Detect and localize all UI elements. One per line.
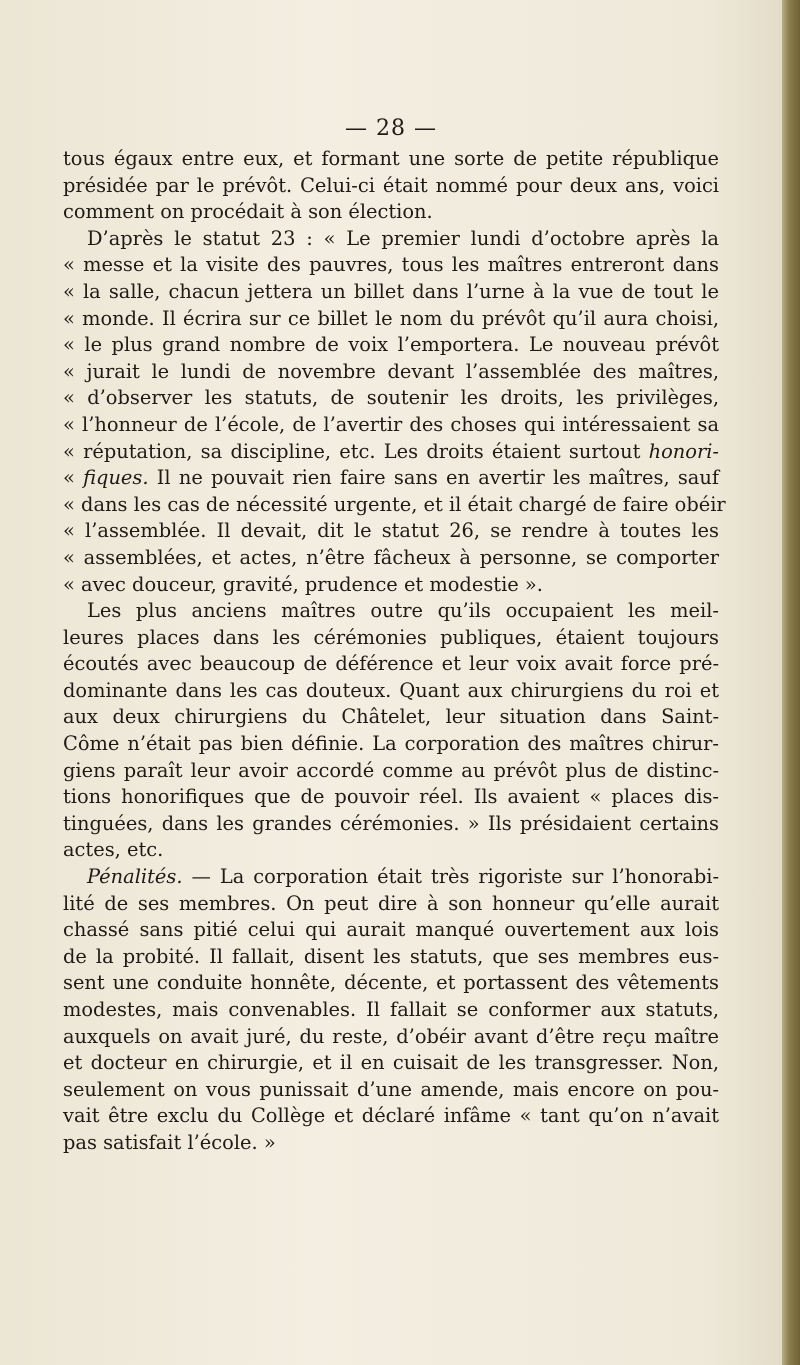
text-line: tinguées, dans les grandes cérémonies. » Ils présidaient certains: [63, 811, 719, 835]
text-line: « jurait le lundi de novembre devant l’assemblée des maîtres,: [63, 359, 719, 383]
body-text: [63, 146, 726, 1157]
text-line: Pénalités. — La corporation était très rigoriste sur l’honorabi-: [87, 865, 719, 889]
text-line: « monde. Il écrira sur ce billet le nom du prévôt qu’il aura choisi,: [63, 306, 719, 330]
text-line: Côme n’était pas bien définie. La corporation des maîtres chirur-: [63, 732, 719, 756]
text-line: « messe et la visite des pauvres, tous les maîtres entreront dans: [63, 253, 719, 277]
text-line: « d’observer les statuts, de soutenir les droits, les privilèges,: [63, 386, 719, 410]
text-line: seulement on vous punissait d’une amende, mais encore on pou-: [63, 1077, 719, 1101]
text-line: « l’honneur de l’école, de l’avertir des choses qui intéressaient sa: [63, 412, 719, 436]
text-line: « le plus grand nombre de voix l’emportera. Le nouveau prévôt: [63, 333, 719, 357]
text-line: leures places dans les cérémonies publiques, étaient toujours: [63, 625, 719, 649]
text-line: lité de ses membres. On peut dire à son honneur qu’elle aurait: [63, 891, 719, 915]
text-line: tous égaux entre eux, et formant une sorte de petite république: [63, 147, 719, 170]
text-line: dominante dans les cas douteux. Quant aux chirurgiens du roi et: [63, 678, 719, 702]
text-line: aux deux chirurgiens du Châtelet, leur situation dans Saint-: [63, 705, 719, 729]
text-line: pas satisfait l’école. »: [63, 1130, 276, 1154]
text-line: « fiques. Il ne pouvait rien faire sans en avertir les maîtres, sauf: [63, 466, 720, 490]
text-line: « réputation, sa discipline, etc. Les droits étaient surtout honori-: [63, 439, 719, 463]
text-line: comment on procédait à son élection.: [63, 200, 433, 224]
text-line: et docteur en chirurgie, et il en cuisait de les transgresser. Non,: [63, 1051, 719, 1075]
text-line: « assemblées, et actes, n’être fâcheux à personne, se comporter: [63, 545, 719, 569]
book-spine-edge: [782, 0, 800, 1365]
text-line: « la salle, chacun jettera un billet dans l’urne à la vue de tout le: [63, 279, 719, 303]
text-line: modestes, mais convenables. Il fallait se conformer aux statuts,: [63, 998, 719, 1021]
text-line: chassé sans pitié celui qui aurait manqué ouvertement aux lois: [63, 918, 719, 942]
text-line: vait être exclu du Collège et déclaré infâme « tant qu’on n’avait: [63, 1104, 719, 1128]
text-line: sent une conduite honnête, décente, et portassent des vêtements: [63, 971, 719, 995]
text-line: « avec douceur, gravité, prudence et modestie ».: [63, 572, 543, 596]
text-line: « l’assemblée. Il devait, dit le statut 26, se rendre à toutes les: [63, 519, 719, 543]
text-line: D’après le statut 23 : « Le premier lundi d’octobre après la: [87, 226, 719, 250]
text-line: giens paraît leur avoir accordé comme au prévôt plus de distinc-: [63, 758, 719, 782]
text-line: de la probité. Il fallait, disent les statuts, que ses membres eus-: [63, 944, 719, 968]
text-line: tions honorifiques que de pouvoir réel. Ils avaient « places dis-: [63, 785, 719, 809]
text-line: présidée par le prévôt. Celui-ci était nommé pour deux ans, voici: [63, 173, 719, 197]
text-line: auxquels on avait juré, du reste, d’obéir avant d’être reçu maître: [63, 1024, 719, 1048]
text-line: « dans les cas de nécessité urgente, et il était chargé de faire obéir: [63, 492, 726, 516]
page-number: — 28 —: [345, 116, 437, 141]
text-line: Les plus anciens maîtres outre qu’ils occupaient les meil-: [87, 599, 719, 623]
text-line: écoutés avec beaucoup de déférence et leur voix avait force pré-: [63, 652, 719, 676]
text-line: actes, etc.: [63, 838, 164, 862]
